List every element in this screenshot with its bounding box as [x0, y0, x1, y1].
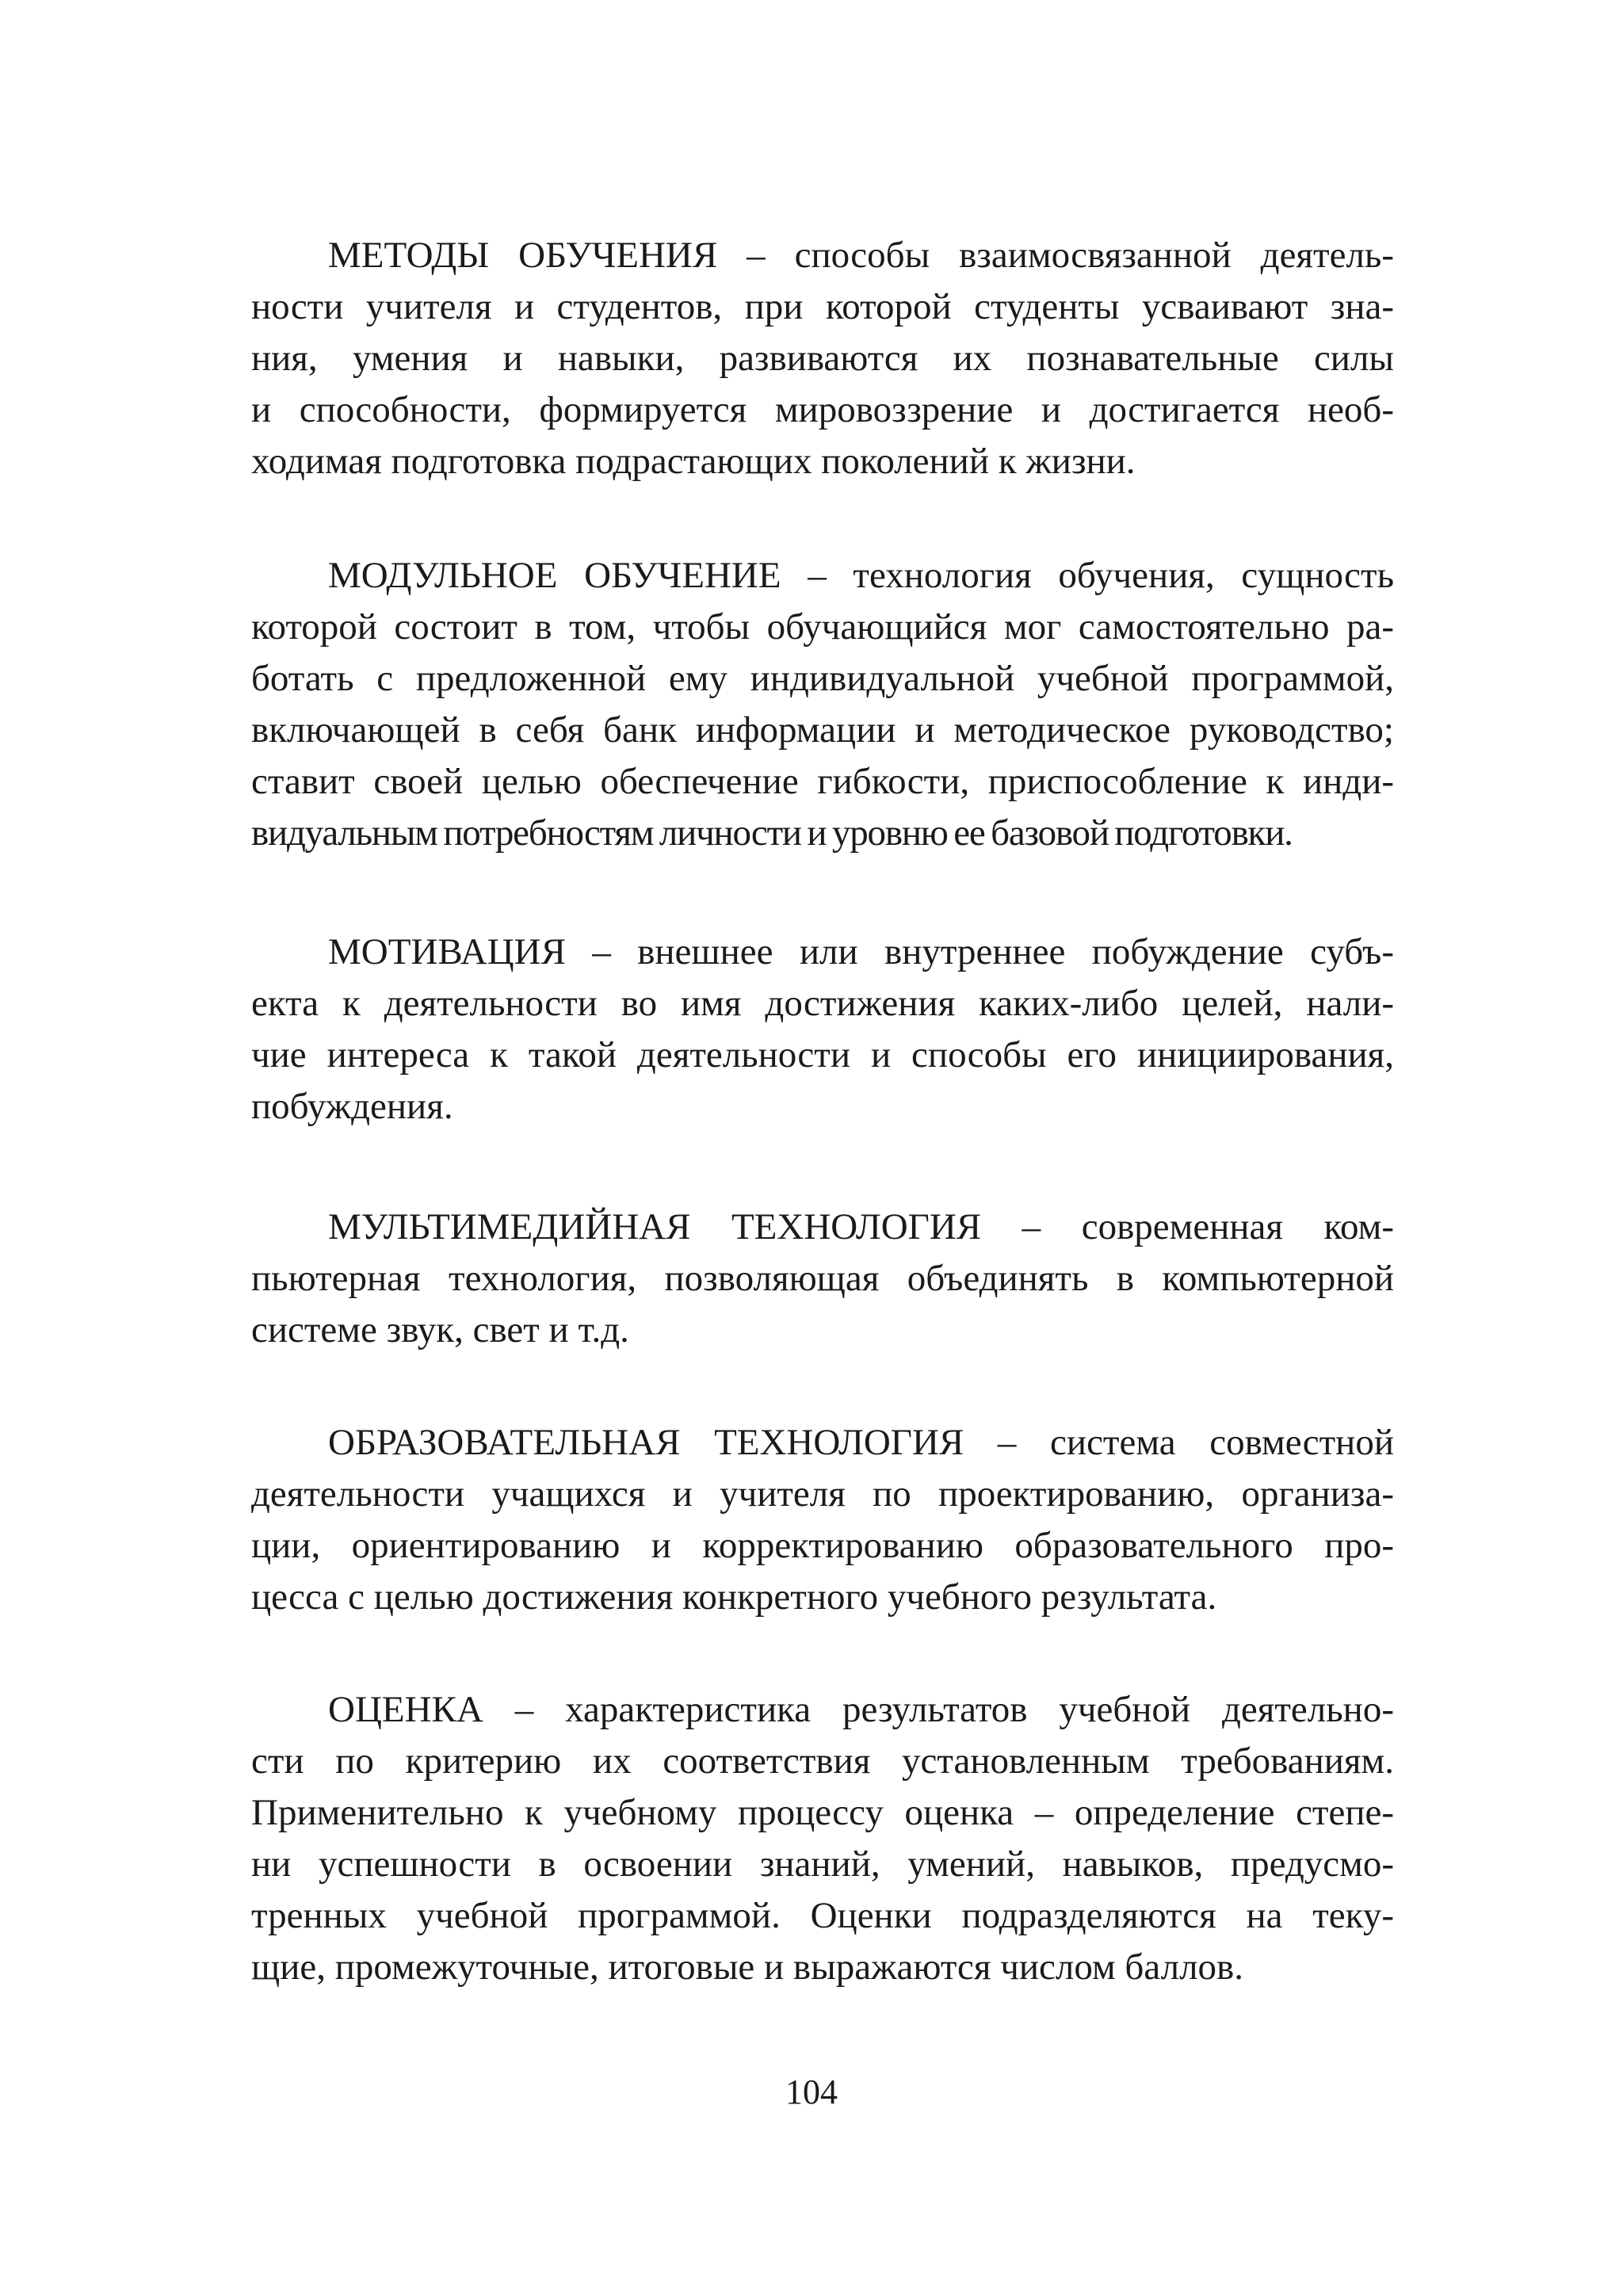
glossary-text: [251, 231, 1394, 2244]
text-line: ции, ориентированию и корректированию образовательного про-: [251, 1525, 1394, 1566]
text-line: деятельности учащихся и учителя по проектированию, организа-: [251, 1473, 1394, 1515]
text-line: чие интереса к такой деятельности и способы его инициирования,: [251, 1034, 1394, 1075]
text-line: ставит своей целью обеспечение гибкости, приспособление к инди-: [251, 761, 1394, 802]
text-line: сти по критерию их соответствия установленным требованиям.: [251, 1740, 1394, 1782]
text-line: видуальным потребностям личности и уровню ее базовой подготовки.: [251, 812, 1293, 854]
text-line: щие, промежуточные, итоговые и выражаются числом баллов.: [251, 1946, 1243, 1988]
text-line: МУЛЬТИМЕДИЙНАЯ ТЕХНОЛОГИЯ – современная ком-: [328, 1206, 1394, 1247]
text-line: включающей в себя банк информации и методическое руководство;: [251, 709, 1394, 751]
text-line: екта к деятельности во имя достижения каких-либо целей, нали-: [251, 983, 1394, 1024]
text-line: которой состоит в том, чтобы обучающийся мог самостоятельно ра-: [251, 606, 1394, 648]
text-line: и способности, формируется мировоззрение и достигается необ-: [251, 389, 1394, 430]
text-line: цесса с целью достижения конкретного учебного результата.: [251, 1576, 1217, 1618]
text-line: ности учителя и студентов, при которой студенты усваивают зна-: [251, 286, 1394, 327]
text-line: МОДУЛЬНОЕ ОБУЧЕНИЕ – технология обучения, сущность: [328, 555, 1394, 596]
text-line: ботать с предложенной ему индивидуальной учебной программой,: [251, 658, 1394, 699]
text-line: ния, умения и навыки, развиваются их познавательные силы: [251, 338, 1394, 379]
text-line: тренных учебной программой. Оценки подразделяются на теку-: [251, 1895, 1394, 1936]
text-line: ОБРАЗОВАТЕЛЬНАЯ ТЕХНОЛОГИЯ – система совместной: [328, 1422, 1394, 1463]
text-line: МЕТОДЫ ОБУЧЕНИЯ – способы взаимосвязанной деятель-: [328, 235, 1394, 276]
text-line: системе звук, свет и т.д.: [251, 1309, 629, 1350]
text-line: ходимая подготовка подрастающих поколений к жизни.: [251, 441, 1136, 482]
text-line: пьютерная технология, позволяющая объединять в компьютерной: [251, 1258, 1394, 1299]
text-line: ОЦЕНКА – характеристика результатов учебной деятельно-: [328, 1689, 1394, 1730]
text-line: МОТИВАЦИЯ – внешнее или внутреннее побуждение субъ-: [328, 931, 1394, 972]
text-line: Применительно к учебному процессу оценка – определение степе-: [251, 1792, 1394, 1833]
text-line: ни успешности в освоении знаний, умений, навыков, предусмо-: [251, 1843, 1394, 1885]
text-line: побуждения.: [251, 1086, 453, 1127]
page-number: 104: [785, 2073, 838, 2111]
